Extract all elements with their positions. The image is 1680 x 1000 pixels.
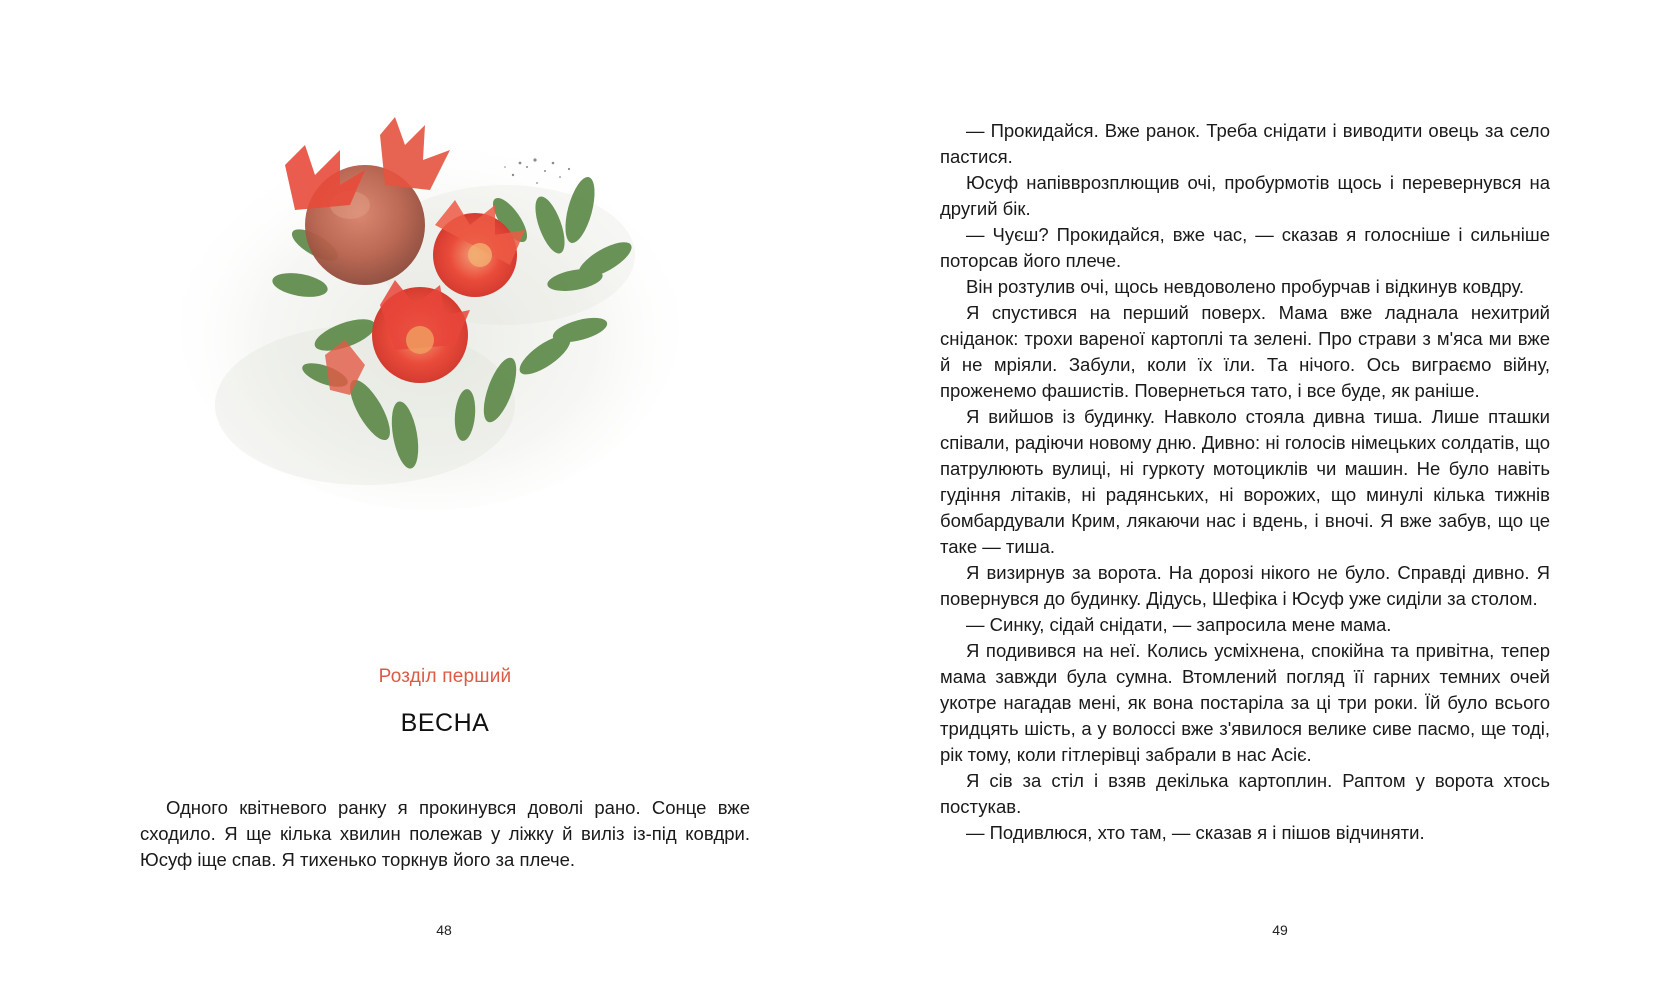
paragraph: Юсуф напівврозплющив очі, пробурмотів щось і перевернувся на другий бік. [940,172,1550,219]
paragraph: Я подивився на неї. Колись усміхнена, спокійна та привітна, тепер мама завжди була сумна. Втомлений погляд її гарних темних очей укотре нагадав мені, як вона постаріла за ці три роки. Їй було всього тридцять шість, а у волоссі вже з'явилося велике сиве пасмо, ще тоді, рік тому, коли гітлерівці забрали в нас Асіє. [940,640,1550,765]
paragraph: Я вийшов із будинку. Навколо стояла дивна тиша. Лише пташки співали, радіючи новому дню. Дивно: ні голосів німецьких солдатів, що патрулюють вулиці, ні гуркоту мотоциклів чи машин. Не було навіть гудіння літаків, ні радянських, ні ворожих, що минулі кілька тижнів бомбардували Крим, лякаючи нас і вдень, і вночі. Я вже забув, що це таке — тиша. [940,406,1550,557]
paragraph: — Прокидайся. Вже ранок. Треба снідати і виводити овець за село пастися. [940,120,1550,167]
chapter-label: Розділ перший [378,666,512,687]
paragraph: — Синку, сідай снідати, — запросила мене мама. [966,614,1392,635]
paragraph: Я сів за стіл і взяв декілька картоплин. Раптом у ворота хтось постукав. [940,770,1550,817]
pomegranate-illustration [165,105,695,525]
chapter-title: ВЕСНА [400,709,490,737]
right-body-text [940,118,1550,846]
left-body-text [140,795,750,873]
page-number: 48 [436,922,452,938]
paragraph: — Подивлюся, хто там, — сказав я і пішов відчиняти. [966,822,1425,843]
right-page [840,0,1680,1000]
paragraph: — Чуєш? Прокидайся, вже час, — сказав я голосніше і сильніше поторсав його плече. [940,224,1550,271]
paragraph: Я визирнув за ворота. На дорозі нікого не було. Справді дивно. Я повернувся до будинку. Дідусь, Шефіка і Юсуф уже сиділи за столом. [940,562,1550,609]
paragraph: Я спустився на перший поверх. Мама вже ладнала нехитрий сніданок: трохи вареної картоплі та зелені. Про страви з м'яса ми вже й не мріяли. Забули, коли їх їли. Та нічого. Ось виграємо війну, проженемо фашистів. Повернеться тато, і все буде, як раніше. [940,302,1550,401]
paragraph: Одного квітневого ранку я прокинувся доволі рано. Сонце вже сходило. Я ще кілька хвилин полежав у ліжку й виліз із-під ковдри. Юсуф іще спав. Я тихенько торкнув його за плече. [140,797,750,870]
page-number: 49 [1272,922,1288,938]
paragraph: Він розтулив очі, щось невдоволено пробурчав і відкинув ковдру. [966,276,1525,297]
